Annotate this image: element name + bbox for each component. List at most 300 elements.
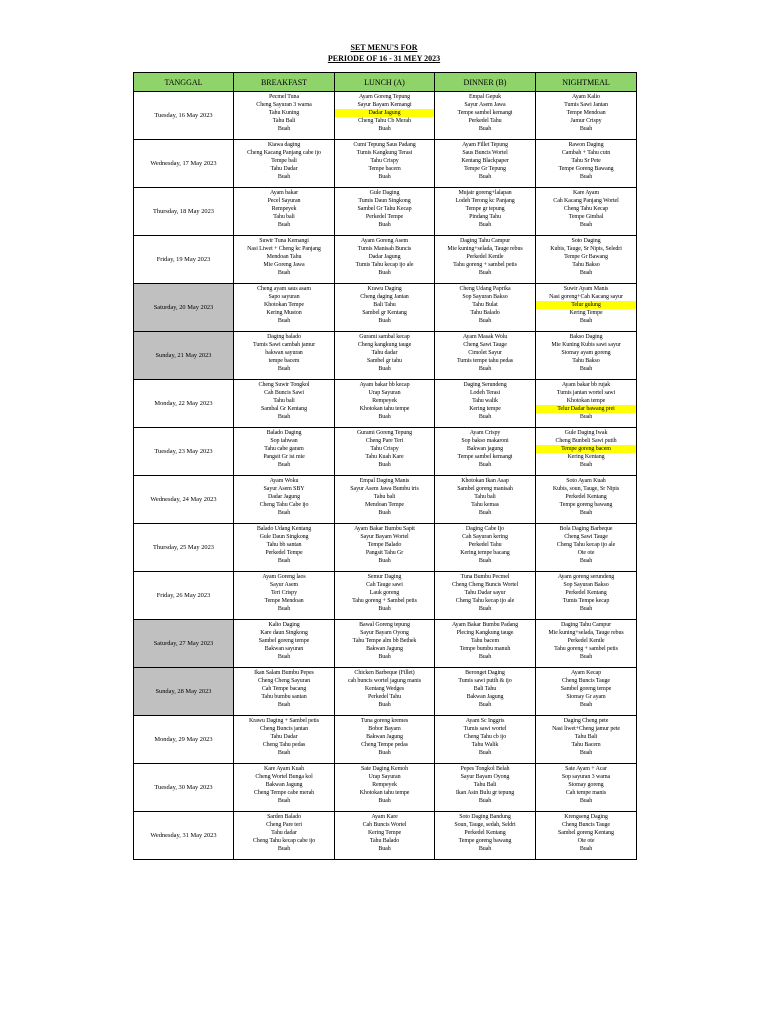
menu-item: Tumis jantan wortel sawi xyxy=(556,390,616,396)
menu-item: Kering Tempe xyxy=(367,830,402,836)
menu-item: Siomay goreng xyxy=(568,782,604,788)
breakfast-cell xyxy=(234,524,335,572)
lunch-cell xyxy=(335,92,435,140)
menu-item: Tempe bumbu manuh xyxy=(459,646,511,652)
menu-item: Sop Sayuran Bakso xyxy=(462,294,508,300)
nightmeal-cell xyxy=(536,236,637,284)
lunch-cell xyxy=(335,668,435,716)
menu-item: Sate Daging Kemoh xyxy=(361,766,408,772)
menu-item: Ayam Goreng laos xyxy=(262,574,306,580)
menu-item: Balado Daging xyxy=(266,430,302,436)
nightmeal-cell xyxy=(536,572,637,620)
dinner-cell xyxy=(435,236,536,284)
menu-item: Ayam Kare xyxy=(371,814,398,820)
menu-item: Buah xyxy=(277,606,291,612)
dinner-cell xyxy=(435,284,536,332)
menu-item: Gule Daging xyxy=(369,190,400,196)
menu-item: Cheng Sawi Tauge xyxy=(463,342,507,348)
menu-item: Rempeyek xyxy=(372,398,397,404)
menu-item: Daging Cabe Ijo xyxy=(465,526,505,532)
nightmeal-cell xyxy=(536,284,637,332)
menu-item: Buah xyxy=(478,606,492,612)
menu-table xyxy=(133,72,637,860)
menu-item: Sayur Asem Jawa xyxy=(464,102,506,108)
menu-item: Bakwan Jagung xyxy=(366,646,403,652)
dinner-cell xyxy=(435,380,536,428)
menu-item: Bakwan Jagung xyxy=(265,782,303,788)
dinner-cell xyxy=(435,332,536,380)
menu-item: Buah xyxy=(478,270,492,276)
breakfast-cell xyxy=(234,140,335,188)
menu-item: Buah xyxy=(277,318,291,324)
nightmeal-cell xyxy=(536,92,637,140)
header-breakfast: BREAKFAST xyxy=(234,73,335,92)
menu-item: Kering Tempe xyxy=(569,310,603,316)
dinner-cell xyxy=(435,428,536,476)
table-row xyxy=(134,188,637,236)
menu-item: Tahu Walik xyxy=(471,742,499,748)
table-row xyxy=(134,524,637,572)
menu-item: Tahu bali xyxy=(474,494,496,500)
menu-item: Tahu Kuah Kare xyxy=(365,454,404,460)
menu-item: Khotokan tempe xyxy=(566,398,606,404)
breakfast-cell xyxy=(234,620,335,668)
date-cell: Friday, 19 May 2023 xyxy=(134,236,234,284)
menu-item: Tahu Tempe alm bb Bethek xyxy=(352,638,417,644)
lunch-cell xyxy=(335,812,435,860)
menu-item: Buah xyxy=(277,366,291,372)
menu-item: Tahu Bacem xyxy=(571,742,601,748)
menu-item: Sayur Bayam Oyong xyxy=(460,774,510,780)
menu-item: Kalio Daging xyxy=(268,622,300,628)
menu-item: Cheng Tahu kecap ijo ale xyxy=(556,542,616,548)
menu-item: Tahu Kuning xyxy=(268,110,300,116)
menu-item: Sambel Gr Tahu Kecap xyxy=(357,206,412,212)
menu-item: Saus Buncis Wortel xyxy=(462,150,508,156)
menu-item: Cheng Tempe pedas xyxy=(361,742,408,748)
menu-item: Buah xyxy=(378,846,391,852)
breakfast-cell xyxy=(234,284,335,332)
menu-item: Buah xyxy=(579,222,593,228)
menu-item: Buah xyxy=(579,702,593,708)
menu-item: Tumis Sawi cambah jamur xyxy=(253,342,315,348)
header-lunch: LUNCH (A) xyxy=(335,73,435,92)
menu-item: Tahu Balado xyxy=(470,310,500,316)
menu-item: Beronget Daging xyxy=(465,670,505,676)
menu-item: Tahu walik xyxy=(472,398,498,404)
menu-item: Daging balado xyxy=(267,334,301,340)
menu-item: Perkedel Kentang xyxy=(565,494,607,500)
menu-item: Kentang Wedges xyxy=(364,686,405,692)
menu-item: Perkedel Tempe xyxy=(365,214,404,220)
menu-item: Cheng Tahu Kecap xyxy=(563,206,609,212)
menu-item: Perkedel Kentang xyxy=(565,590,607,596)
menu-item: Cheng Tahu kecap cabe ijo xyxy=(252,838,316,844)
menu-item: Gurami Goreng Tepung xyxy=(356,430,413,436)
lunch-cell xyxy=(335,140,435,188)
menu-item: Buah xyxy=(277,798,291,804)
lunch-cell xyxy=(335,716,435,764)
menu-item: Tempe Mendoan xyxy=(264,598,304,604)
table-row xyxy=(134,140,637,188)
menu-item: Cheng Tahu pedas xyxy=(262,742,306,748)
menu-item: Sayur Asem xyxy=(269,582,299,588)
date-cell: Tuesday, 30 May 2023 xyxy=(134,764,234,812)
header-tanggal: TANGGAL xyxy=(134,73,234,92)
menu-item: Buah xyxy=(478,654,492,660)
menu-item: Tahu Bakso xyxy=(572,262,600,268)
menu-item: Buah xyxy=(478,318,492,324)
date-cell: Wednesday, 31 May 2023 xyxy=(134,812,234,860)
menu-item: Cheng Cheng Sayuran xyxy=(257,678,311,684)
menu-item: Dadar Jagung xyxy=(368,254,401,260)
lunch-cell xyxy=(335,188,435,236)
menu-item: Rawon Daging xyxy=(568,142,604,148)
menu-item: Buah xyxy=(378,318,391,324)
menu-item: Urap Sayuran xyxy=(368,774,401,780)
menu-item: Buah xyxy=(378,270,391,276)
menu-item: Perkedel Tahu xyxy=(468,118,502,124)
menu-item: Ayam Sc Inggris xyxy=(465,718,505,724)
menu-item: Ikan Salam Bumbu Pepes xyxy=(254,670,314,676)
menu-body xyxy=(134,92,637,860)
menu-item: Suwir Tuna Kemangi xyxy=(259,238,309,244)
lunch-cell xyxy=(335,236,435,284)
date-cell: Thursday, 25 May 2023 xyxy=(134,524,234,572)
menu-item: Sambel goreng tempe xyxy=(258,638,310,644)
menu-item: Ayam bakar bb rujak xyxy=(561,382,611,388)
menu-item: Kare daun Singkong xyxy=(260,630,308,636)
menu-item: Khotokan tahu tempe xyxy=(359,406,410,412)
menu-item: Tempe Goreng Bawang xyxy=(558,166,614,172)
lunch-cell xyxy=(335,620,435,668)
menu-item: Ayam Kecap xyxy=(571,670,601,676)
menu-item: Buah xyxy=(478,750,492,756)
menu-item: Cheng Buncis jantan xyxy=(259,726,309,732)
menu-item: Buah xyxy=(579,270,593,276)
menu-item: Tuna Bumbu Pecmel xyxy=(460,574,510,580)
menu-item: Cheng Bunbeli Sawi putih xyxy=(555,438,617,444)
menu-item: Cheng Tahu cb ijo xyxy=(463,734,507,740)
menu-item: Tempe bacem xyxy=(368,166,401,172)
breakfast-cell xyxy=(234,188,335,236)
menu-item: Cheng kangkung tauge xyxy=(357,342,412,348)
breakfast-cell xyxy=(234,236,335,284)
table-row xyxy=(134,476,637,524)
breakfast-cell xyxy=(234,668,335,716)
menu-item: Buah xyxy=(277,222,291,228)
menu-item: Cheng Tahu Cabe ijo xyxy=(259,502,309,508)
menu-item: Khotokan Tempe xyxy=(264,302,304,308)
menu-item: Empal Daging Manis xyxy=(359,478,410,484)
menu-item: Bali Tahu xyxy=(473,686,497,692)
menu-item: Pepes Tongkol Belah xyxy=(460,766,510,772)
menu-item: Bobor Bayam xyxy=(368,726,401,732)
menu-item: Ayam goreng serundeng xyxy=(557,574,615,580)
menu-item: Kering tempe bacang xyxy=(460,550,510,556)
menu-item: Ayam Kalio xyxy=(572,94,600,100)
nightmeal-cell xyxy=(536,812,637,860)
menu-item: bakwan sayuran xyxy=(265,350,303,356)
date-cell: Wednesday, 24 May 2023 xyxy=(134,476,234,524)
menu-item: Perkedel Kentang xyxy=(464,830,506,836)
menu-item: Gule Daging Iwak xyxy=(564,430,608,436)
nightmeal-cell xyxy=(536,716,637,764)
menu-item: Bola Daging Barbeque xyxy=(559,526,613,532)
nightmeal-cell xyxy=(536,380,637,428)
menu-item: Buah xyxy=(378,654,391,660)
menu-item: Tempe goreng bacem xyxy=(536,445,636,453)
menu-item: Sarden Balado xyxy=(267,814,301,820)
menu-item: Pindang Tahu xyxy=(469,214,501,220)
breakfast-cell xyxy=(234,428,335,476)
menu-item: Tahu dadar xyxy=(371,350,398,356)
menu-item: Pangsit Gr isi mie xyxy=(263,454,305,460)
menu-item: Sop sayuran 3 warna xyxy=(561,774,611,780)
table-row xyxy=(134,668,637,716)
menu-item: Tahu bali xyxy=(273,398,295,404)
lunch-cell xyxy=(335,428,435,476)
menu-item: Kubis, Tauge, Sr Nipis, Seledri xyxy=(550,246,622,252)
menu-item: Kubis, soun, Tauge, Sr Nipis xyxy=(552,486,620,492)
menu-item: Buah xyxy=(478,798,492,804)
menu-item: Sayur Bayam Oyong xyxy=(360,630,409,636)
menu-item: Cheng Pare teri xyxy=(266,822,302,828)
date-cell: Wednesday, 17 May 2023 xyxy=(134,140,234,188)
menu-item: Buah xyxy=(378,366,391,372)
menu-item: Dadar Jagung xyxy=(335,109,434,117)
breakfast-cell xyxy=(234,812,335,860)
menu-item: Sambel goreng manisah xyxy=(457,486,513,492)
table-row xyxy=(134,764,637,812)
menu-item: Mie Goreng Jawa xyxy=(263,262,305,268)
document-subtitle: PERIODE OF 16 - 31 MEY 2023 xyxy=(327,54,441,63)
nightmeal-cell xyxy=(536,476,637,524)
menu-item: Buah xyxy=(579,654,593,660)
menu-item: Buah xyxy=(378,414,391,420)
menu-item: Sambel gr tahu xyxy=(367,358,402,364)
table-row xyxy=(134,332,637,380)
menu-item: Buah xyxy=(478,366,492,372)
menu-item: Buah xyxy=(579,318,593,324)
menu-item: Buah xyxy=(277,702,291,708)
lunch-cell xyxy=(335,764,435,812)
menu-item: Ayam Bakar Bumbu Sapit xyxy=(354,526,415,532)
menu-item: Buah xyxy=(378,222,391,228)
menu-item: Ayam Masak Wolu xyxy=(462,334,508,340)
dinner-cell xyxy=(435,812,536,860)
menu-item: Jamur Crispy xyxy=(570,118,602,124)
menu-item: Tempe Gr Bawang xyxy=(564,254,608,260)
menu-item: Sambal Gr Kentang xyxy=(261,406,307,412)
menu-item: Tumis Tempe kecap xyxy=(562,598,610,604)
menu-item: Dadar Jagung xyxy=(268,494,300,500)
menu-item: Buah xyxy=(277,414,291,420)
menu-item: Perkedel Tahu xyxy=(368,694,401,700)
menu-item: Tahu Bulat xyxy=(472,302,498,308)
menu-item: Pecmel Tuna xyxy=(268,94,300,100)
menu-item: Cheng Suwir Tongkol xyxy=(258,382,310,388)
menu-item: Cumi Tepung Saus Padang xyxy=(353,142,416,148)
menu-item: Tahu Dadar xyxy=(270,166,298,172)
menu-item: Buah xyxy=(579,846,593,852)
lunch-cell xyxy=(335,284,435,332)
date-cell: Monday, 29 May 2023 xyxy=(134,716,234,764)
menu-item: Cimolet Sayur xyxy=(468,350,502,356)
menu-item: Teri Crispy xyxy=(271,590,297,596)
menu-item: Buah xyxy=(478,414,492,420)
menu-item: Buah xyxy=(277,462,291,468)
menu-item: Buah xyxy=(378,174,391,180)
menu-item: Cah Tempe bacang xyxy=(261,686,307,692)
menu-item: Cheng Tahu kecap ijo ale xyxy=(455,598,515,604)
menu-item: Tumis Daun Singkong xyxy=(358,198,411,204)
menu-item: Perkedel Kentle xyxy=(567,638,605,644)
menu-item: Bali Tahu xyxy=(373,302,396,308)
breakfast-cell xyxy=(234,572,335,620)
menu-item: Buah xyxy=(478,126,492,132)
breakfast-cell xyxy=(234,476,335,524)
menu-item: Cah Kacang Panjang Wortel xyxy=(553,198,619,204)
table-row xyxy=(134,284,637,332)
menu-item: Tahu Dadar xyxy=(270,734,298,740)
menu-item: Tempe Gimbal xyxy=(568,214,604,220)
menu-item: Tahu Bali xyxy=(574,734,598,740)
menu-item: Tahu cabe garam xyxy=(264,446,304,452)
menu-item: Tahu kemas xyxy=(471,502,499,508)
menu-item: Daging Tahu Campur xyxy=(561,622,611,628)
menu-item: Tumis Sawi Jantan xyxy=(564,102,608,108)
menu-item: Perkedel Kentle xyxy=(466,254,504,260)
menu-item: Tahu bali xyxy=(373,494,396,500)
menu-item: Tahu dadar xyxy=(271,830,297,836)
menu-item: Ayam Woku xyxy=(269,478,299,484)
lunch-cell xyxy=(335,476,435,524)
menu-item: Cah Tauge sawi xyxy=(366,582,403,588)
menu-item: Tempe goreng bawang xyxy=(559,502,613,508)
menu-item: Buah xyxy=(277,174,291,180)
menu-item: Mendoan Tahu xyxy=(266,254,302,260)
table-row xyxy=(134,620,637,668)
menu-item: Buah xyxy=(579,174,593,180)
menu-item: Kare Ayam Kuah xyxy=(263,766,305,772)
menu-item: cah buncis wortel jagung manis xyxy=(348,678,421,684)
menu-item: tempe bacem xyxy=(268,358,300,364)
menu-item: Sop bakso makaroni xyxy=(461,438,509,444)
menu-item: Balado Udang Kentang xyxy=(256,526,312,532)
menu-item: Sapo sayuran xyxy=(268,294,300,300)
table-row xyxy=(134,380,637,428)
menu-item: Khotokan Ikan Asap xyxy=(461,478,509,484)
menu-item: Tempe Mendoan xyxy=(566,110,606,116)
menu-item: Buah xyxy=(478,222,492,228)
menu-item: Kentang Blackpaper xyxy=(461,158,509,164)
menu-item: Tuna goreng kremes xyxy=(360,718,409,724)
menu-item: Suwir Ayam Manis xyxy=(563,286,609,292)
date-cell: Tuesday, 16 May 2023 xyxy=(134,92,234,140)
lunch-cell xyxy=(335,380,435,428)
menu-item: Buah xyxy=(478,702,492,708)
menu-item: Cheng Sawi Tauge xyxy=(564,534,608,540)
menu-item: Gule Daun Singkong xyxy=(259,534,309,540)
menu-item: Ote ote xyxy=(577,838,595,844)
menu-item: Bakwan sayuran xyxy=(264,646,304,652)
breakfast-cell xyxy=(234,92,335,140)
menu-item: Tahu bacem xyxy=(470,638,500,644)
menu-item: Ikan Asin Bulu gr tepung xyxy=(455,790,515,796)
dinner-cell xyxy=(435,764,536,812)
menu-item: Sop tahwan xyxy=(270,438,298,444)
menu-item: Buah xyxy=(579,366,593,372)
menu-item: Mie kuning+selada, Tauge rebus xyxy=(548,630,624,636)
menu-item: Ayam Crispy xyxy=(469,430,501,436)
date-cell: Friday, 26 May 2023 xyxy=(134,572,234,620)
menu-item: Semur Daging xyxy=(367,574,402,580)
menu-item: Daging Serundeng xyxy=(463,382,507,388)
menu-item: Buah xyxy=(579,606,593,612)
menu-item: Rempeyek xyxy=(372,782,397,788)
menu-item: Buah xyxy=(378,558,391,564)
menu-item: Cah Sayuran kering xyxy=(462,534,508,540)
menu-item: Perkedel Tahu xyxy=(468,542,502,548)
menu-item: Tahu Sr Pete xyxy=(571,158,601,164)
menu-item: Cheng Tempe cabe merah xyxy=(253,790,315,796)
dinner-cell xyxy=(435,188,536,236)
menu-item: Mujair goreng+lalapan xyxy=(458,190,512,196)
date-cell: Saturday, 27 May 2023 xyxy=(134,620,234,668)
menu-item: Tahu goreng + sambel petis xyxy=(453,262,517,268)
menu-item: Tahu bali xyxy=(273,214,295,220)
menu-item: Buah xyxy=(579,126,593,132)
menu-item: Daging Tahu Campur xyxy=(460,238,510,244)
lunch-cell xyxy=(335,524,435,572)
menu-item: Kiawa daging xyxy=(267,142,301,148)
menu-item: Tumis sawi wortel xyxy=(463,726,507,732)
menu-item: Krawu Daging xyxy=(367,286,402,292)
dinner-cell xyxy=(435,140,536,188)
menu-item: Kering Kentang xyxy=(567,454,605,460)
nightmeal-cell xyxy=(536,620,637,668)
menu-item: Buah xyxy=(378,606,391,612)
header-nightmeal: NIGHTMEAL xyxy=(536,73,637,92)
menu-item: Urap Sayuran xyxy=(368,390,401,396)
menu-item: Buah xyxy=(378,510,391,516)
menu-item: Cheng ayam saus asam xyxy=(257,286,311,292)
dinner-cell xyxy=(435,716,536,764)
menu-item: Buah xyxy=(478,846,492,852)
menu-item: Tempe gr tepung xyxy=(465,206,505,212)
menu-item: Mie Kuning Kubis sawi sayur xyxy=(551,342,621,348)
menu-item: Cheng Cheng Buncis Wortel xyxy=(451,582,519,588)
menu-item: Buah xyxy=(579,414,593,420)
menu-item: Ayam bakar xyxy=(270,190,298,196)
menu-item: Tempe bali xyxy=(271,158,297,164)
nightmeal-cell xyxy=(536,524,637,572)
menu-item: Buah xyxy=(478,462,492,468)
menu-item: Rempeyek xyxy=(271,206,297,212)
menu-item: Buah xyxy=(579,750,593,756)
menu-item: Sop Sayuran Bakso xyxy=(563,582,609,588)
menu-item: Lodeh Terong kc Panjang xyxy=(455,198,515,204)
menu-item: Ote ote xyxy=(577,550,595,556)
menu-item: Kering tempe xyxy=(469,406,501,412)
date-cell: Thursday, 18 May 2023 xyxy=(134,188,234,236)
menu-item: Tempe Gr Tepung xyxy=(464,166,506,172)
menu-item: Krengseng Daging xyxy=(564,814,608,820)
menu-item: Buah xyxy=(378,462,391,468)
table-row xyxy=(134,572,637,620)
menu-item: Buah xyxy=(378,750,391,756)
